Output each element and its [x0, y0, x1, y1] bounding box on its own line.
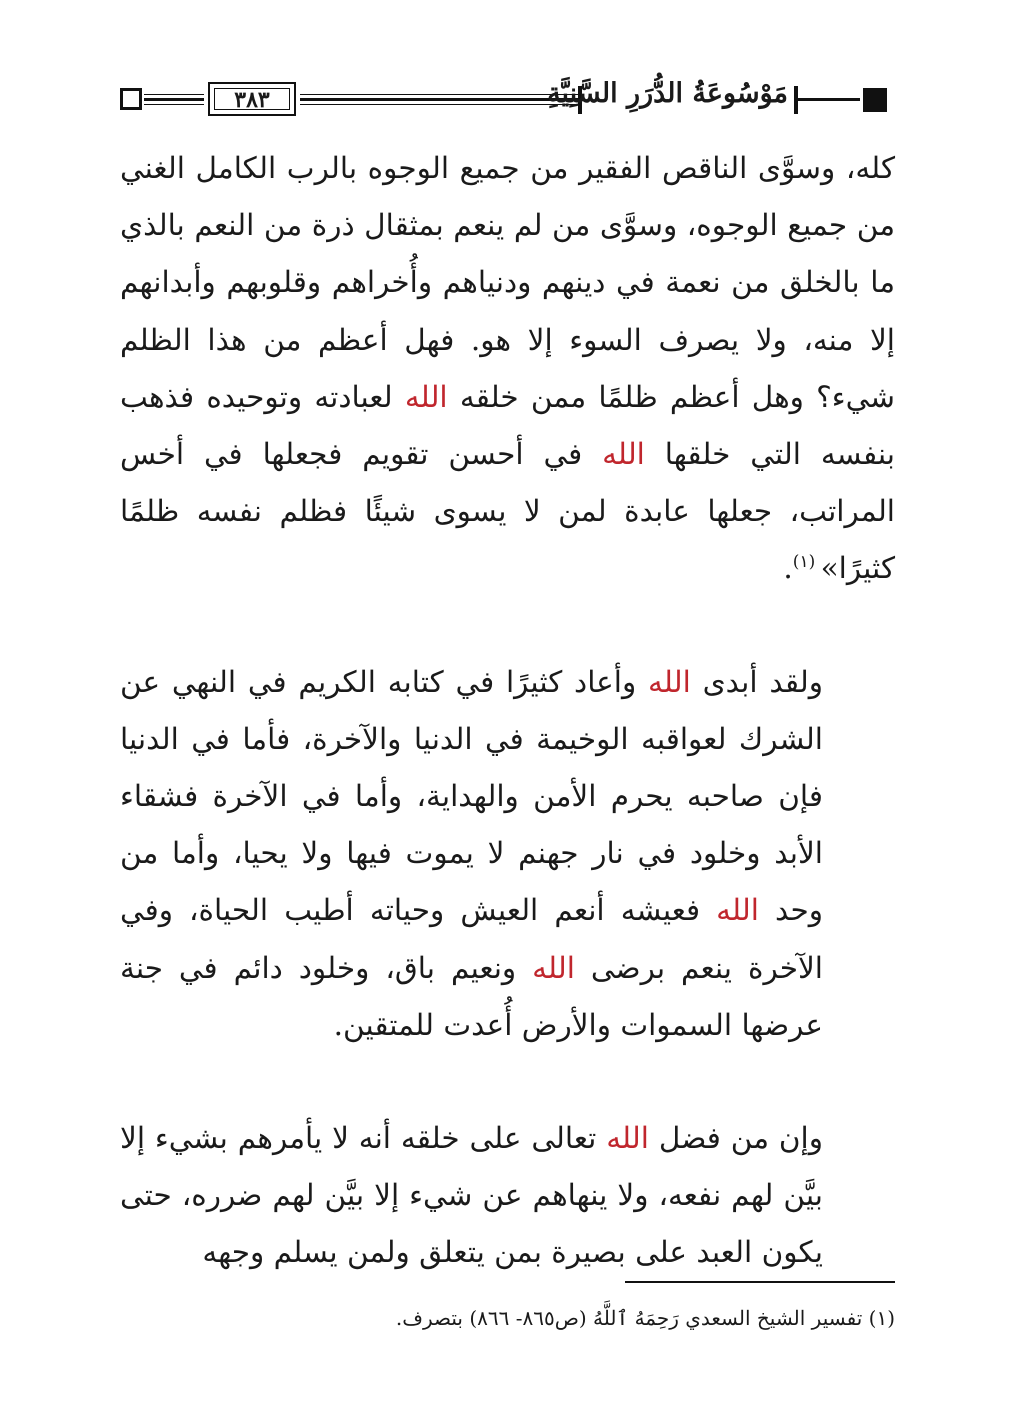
- paragraph: [120, 1110, 895, 1282]
- ornament-line: [300, 98, 578, 101]
- text-run: ولقد أبدى: [690, 664, 823, 699]
- text-run: كله، وسوَّى الناقص الفقير من جميع الوجوه بالرب الكامل الغني من جميع الوجوه، وسوَّى من لم ينعم بمثقال ذرة من النعم بالذي ما بالخلق من نعمة في دينهم ودنياهم وأُخراهم وقلوبهم وأبدانهم إلا منه، ولا يصرف السوء إلا هو. فهل أعظم من هذا الظلم شيء؟ وهل أعظم ظلمًا ممن خلقه: [120, 151, 895, 414]
- ornament-line: [798, 98, 860, 101]
- ornament-square-outline: [120, 88, 142, 110]
- divine-name: الله: [648, 664, 691, 699]
- ornament-line: [144, 104, 204, 105]
- text-run: وأعاد كثيرًا في كتابه الكريم في النهي عن الشرك لعواقبه الوخيمة في الدنيا والآخرة، فأما في الدنيا فإن صاحبه يحرم الأمن والهداية، وأما في الآخرة فشقاء الأبد وخلود في نار جهنم لا يموت فيها ولا يحيا، وأما من وحد: [120, 664, 823, 928]
- ornament-line: [300, 104, 578, 105]
- divine-name: الله: [404, 379, 448, 414]
- divine-name: الله: [606, 1121, 649, 1156]
- page-number: ٣٨٣: [234, 87, 270, 113]
- paragraph: [120, 654, 895, 1054]
- series-title: مَوْسُوعَةُ الدُّرَرِ السَّنِيَّةِ: [547, 78, 788, 109]
- ornament-square-filled: [863, 88, 887, 112]
- page-number-frame: [208, 82, 296, 116]
- ornament-line: [300, 94, 578, 95]
- footnote: (١) تفسير الشيخ السعدي رَحِمَهُ ٱللَّهُ (ص٨٦٥- ٨٦٦) بتصرف.: [395, 1306, 895, 1330]
- paragraph: [120, 140, 895, 598]
- text-run: فعيشه أنعم العيش وحياته أطيب الحياة، وفي الآخرة ينعم برضى: [120, 893, 823, 985]
- divine-name: الله: [532, 950, 575, 985]
- page-header: [120, 78, 895, 122]
- ornament-line: [144, 98, 204, 101]
- text-run: وإن من فضل: [648, 1121, 823, 1156]
- text-run: .: [783, 551, 793, 586]
- divine-name: الله: [602, 437, 645, 472]
- text-run: ونعيم باق، وخلود دائم في جنة عرضها السموات والأرض أُعدت للمتقين.: [120, 950, 823, 1042]
- text-run: في أحسن تقويم فجعلها في أخس المراتب، جعلها عابدة لمن لا يسوى شيئًا فظلم نفسه ظلمًا كثيرًا»: [120, 437, 895, 586]
- text-run: لعبادته وتوحيده فذهب بنفسه التي خلقها: [120, 379, 896, 472]
- footnote-reference[interactable]: (١): [792, 552, 821, 573]
- divine-name: الله: [716, 893, 759, 928]
- footnote-divider: [625, 1281, 895, 1283]
- text-run: تعالى على خلقه أنه لا يأمرهم بشيء إلا بيَّن لهم نفعه، ولا ينهاهم عن شيء إلا بيَّن لهم ضرره، حتى يكون العبد على بصيرة بمن يتعلق ولمن يسلم وجهه: [120, 1121, 823, 1270]
- body-text: [120, 140, 895, 1282]
- ornament-line: [144, 94, 204, 95]
